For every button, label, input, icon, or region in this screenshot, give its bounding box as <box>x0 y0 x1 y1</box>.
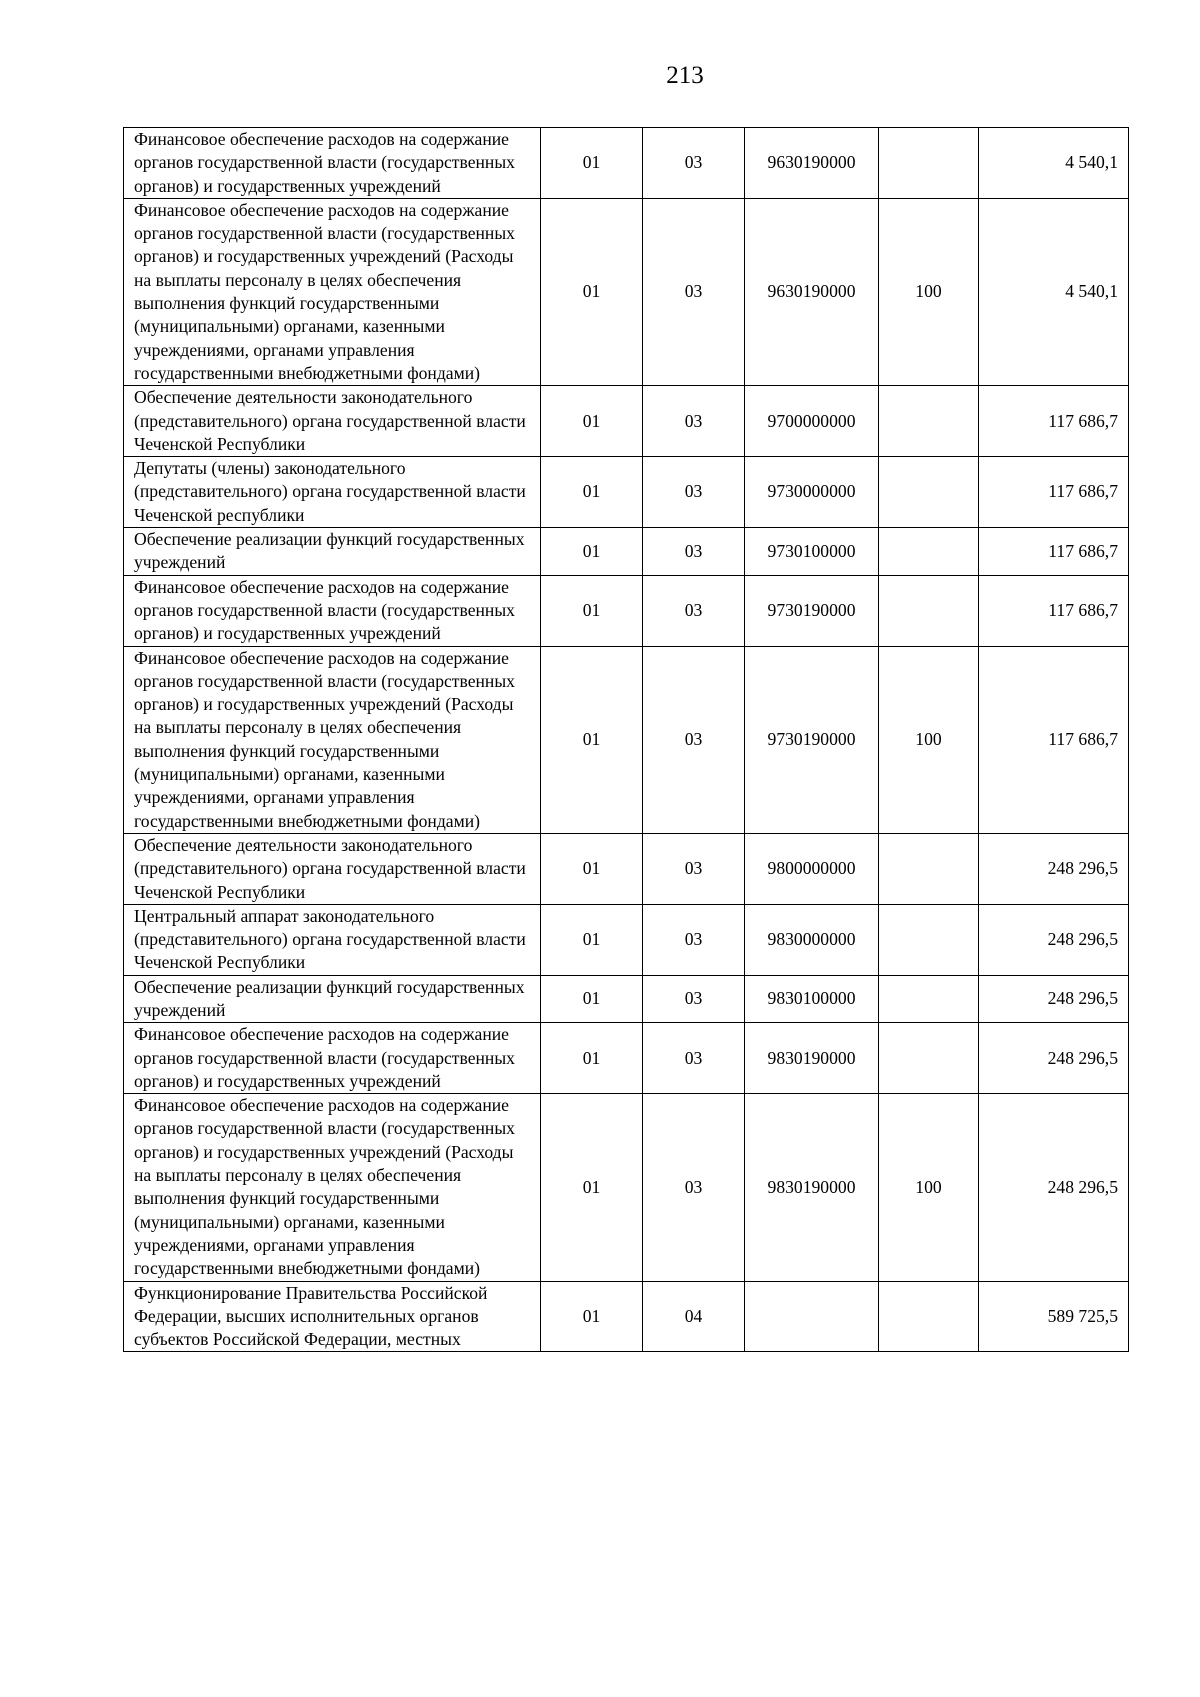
row-subsection-code: 03 <box>643 646 745 833</box>
row-expense-type: 100 <box>879 198 979 385</box>
table-row <box>124 646 1129 833</box>
row-subsection-code: 04 <box>643 1281 745 1352</box>
row-section-code: 01 <box>541 386 643 457</box>
row-target-article: 9830190000 <box>745 1094 879 1281</box>
row-name: Финансовое обеспечение расходов на содержание органов государственной власти (государственных органов) и государственных учреждений (Расходы на выплаты персоналу в целях обеспечения выполнения функций государственными (муниципальными) органами, казенными учреждениями, органами управления государственными внебюджетными фондами) <box>124 646 541 833</box>
row-name: Обеспечение деятельности законодательного (представительного) органа государственной власти Чеченской Республики <box>124 833 541 904</box>
row-subsection-code: 03 <box>643 457 745 528</box>
row-expense-type <box>879 904 979 975</box>
row-subsection-code: 03 <box>643 575 745 646</box>
row-name: Обеспечение деятельности законодательного (представительного) органа государственной власти Чеченской Республики <box>124 386 541 457</box>
row-amount: 248 296,5 <box>979 1094 1129 1281</box>
row-expense-type <box>879 975 979 1023</box>
row-expense-type <box>879 528 979 576</box>
row-target-article: 9730190000 <box>745 646 879 833</box>
row-subsection-code: 03 <box>643 833 745 904</box>
row-section-code: 01 <box>541 528 643 576</box>
table-row <box>124 386 1129 457</box>
row-amount: 4 540,1 <box>979 198 1129 385</box>
row-amount: 248 296,5 <box>979 833 1129 904</box>
row-amount: 248 296,5 <box>979 975 1129 1023</box>
row-amount: 248 296,5 <box>979 1023 1129 1094</box>
row-section-code: 01 <box>541 646 643 833</box>
table-row <box>124 904 1129 975</box>
table-row <box>124 1023 1129 1094</box>
row-name: Финансовое обеспечение расходов на содержание органов государственной власти (государственных органов) и государственных учреждений <box>124 575 541 646</box>
row-target-article: 9730000000 <box>745 457 879 528</box>
row-expense-type <box>879 1281 979 1352</box>
row-amount: 589 725,5 <box>979 1281 1129 1352</box>
row-target-article: 9630190000 <box>745 128 879 199</box>
row-amount: 117 686,7 <box>979 528 1129 576</box>
row-section-code: 01 <box>541 1023 643 1094</box>
table-row <box>124 1281 1129 1352</box>
row-target-article: 9830100000 <box>745 975 879 1023</box>
row-amount: 117 686,7 <box>979 646 1129 833</box>
row-subsection-code: 03 <box>643 1023 745 1094</box>
row-expense-type: 100 <box>879 1094 979 1281</box>
row-subsection-code: 03 <box>643 528 745 576</box>
row-target-article <box>745 1281 879 1352</box>
row-name: Депутаты (члены) законодательного (представительного) органа государственной власти Чеченской республики <box>124 457 541 528</box>
row-amount: 117 686,7 <box>979 575 1129 646</box>
row-target-article: 9830190000 <box>745 1023 879 1094</box>
row-subsection-code: 03 <box>643 128 745 199</box>
row-section-code: 01 <box>541 833 643 904</box>
row-expense-type <box>879 457 979 528</box>
table-row <box>124 457 1129 528</box>
row-amount: 117 686,7 <box>979 457 1129 528</box>
row-name: Центральный аппарат законодательного (представительного) органа государственной власти Чеченской Республики <box>124 904 541 975</box>
page-number: 213 <box>666 62 704 89</box>
row-section-code: 01 <box>541 575 643 646</box>
row-section-code: 01 <box>541 198 643 385</box>
row-expense-type <box>879 833 979 904</box>
table-row <box>124 975 1129 1023</box>
row-section-code: 01 <box>541 975 643 1023</box>
row-section-code: 01 <box>541 1094 643 1281</box>
row-subsection-code: 03 <box>643 198 745 385</box>
row-name: Обеспечение реализации функций государственных учреждений <box>124 528 541 576</box>
table-row <box>124 575 1129 646</box>
row-target-article: 9730100000 <box>745 528 879 576</box>
table-row <box>124 833 1129 904</box>
row-section-code: 01 <box>541 1281 643 1352</box>
row-target-article: 9730190000 <box>745 575 879 646</box>
row-subsection-code: 03 <box>643 904 745 975</box>
row-target-article: 9630190000 <box>745 198 879 385</box>
row-amount: 248 296,5 <box>979 904 1129 975</box>
row-subsection-code: 03 <box>643 386 745 457</box>
table-row <box>124 1094 1129 1281</box>
row-name: Финансовое обеспечение расходов на содержание органов государственной власти (государственных органов) и государственных учреждений (Расходы на выплаты персоналу в целях обеспечения выполнения функций государственными (муниципальными) органами, казенными учреждениями, органами управления государственными внебюджетными фондами) <box>124 198 541 385</box>
row-expense-type: 100 <box>879 646 979 833</box>
row-amount: 117 686,7 <box>979 386 1129 457</box>
table-row <box>124 528 1129 576</box>
row-name: Финансовое обеспечение расходов на содержание органов государственной власти (государственных органов) и государственных учреждений <box>124 1023 541 1094</box>
row-expense-type <box>879 128 979 199</box>
table-row <box>124 198 1129 385</box>
row-expense-type <box>879 1023 979 1094</box>
row-target-article: 9800000000 <box>745 833 879 904</box>
table-row <box>124 128 1129 199</box>
budget-table-body <box>124 128 1129 1352</box>
budget-table <box>123 127 1129 1352</box>
row-name: Финансовое обеспечение расходов на содержание органов государственной власти (государственных органов) и государственных учреждений (Расходы на выплаты персоналу в целях обеспечения выполнения функций государственными (муниципальными) органами, казенными учреждениями, органами управления государственными внебюджетными фондами) <box>124 1094 541 1281</box>
row-name: Функционирование Правительства Российской Федерации, высших исполнительных органов субъектов Российской Федерации, местных <box>124 1281 541 1352</box>
row-section-code: 01 <box>541 128 643 199</box>
row-subsection-code: 03 <box>643 975 745 1023</box>
row-name: Финансовое обеспечение расходов на содержание органов государственной власти (государственных органов) и государственных учреждений <box>124 128 541 199</box>
row-subsection-code: 03 <box>643 1094 745 1281</box>
row-name: Обеспечение реализации функций государственных учреждений <box>124 975 541 1023</box>
row-expense-type <box>879 386 979 457</box>
row-target-article: 9830000000 <box>745 904 879 975</box>
row-target-article: 9700000000 <box>745 386 879 457</box>
row-section-code: 01 <box>541 904 643 975</box>
row-expense-type <box>879 575 979 646</box>
row-amount: 4 540,1 <box>979 128 1129 199</box>
row-section-code: 01 <box>541 457 643 528</box>
